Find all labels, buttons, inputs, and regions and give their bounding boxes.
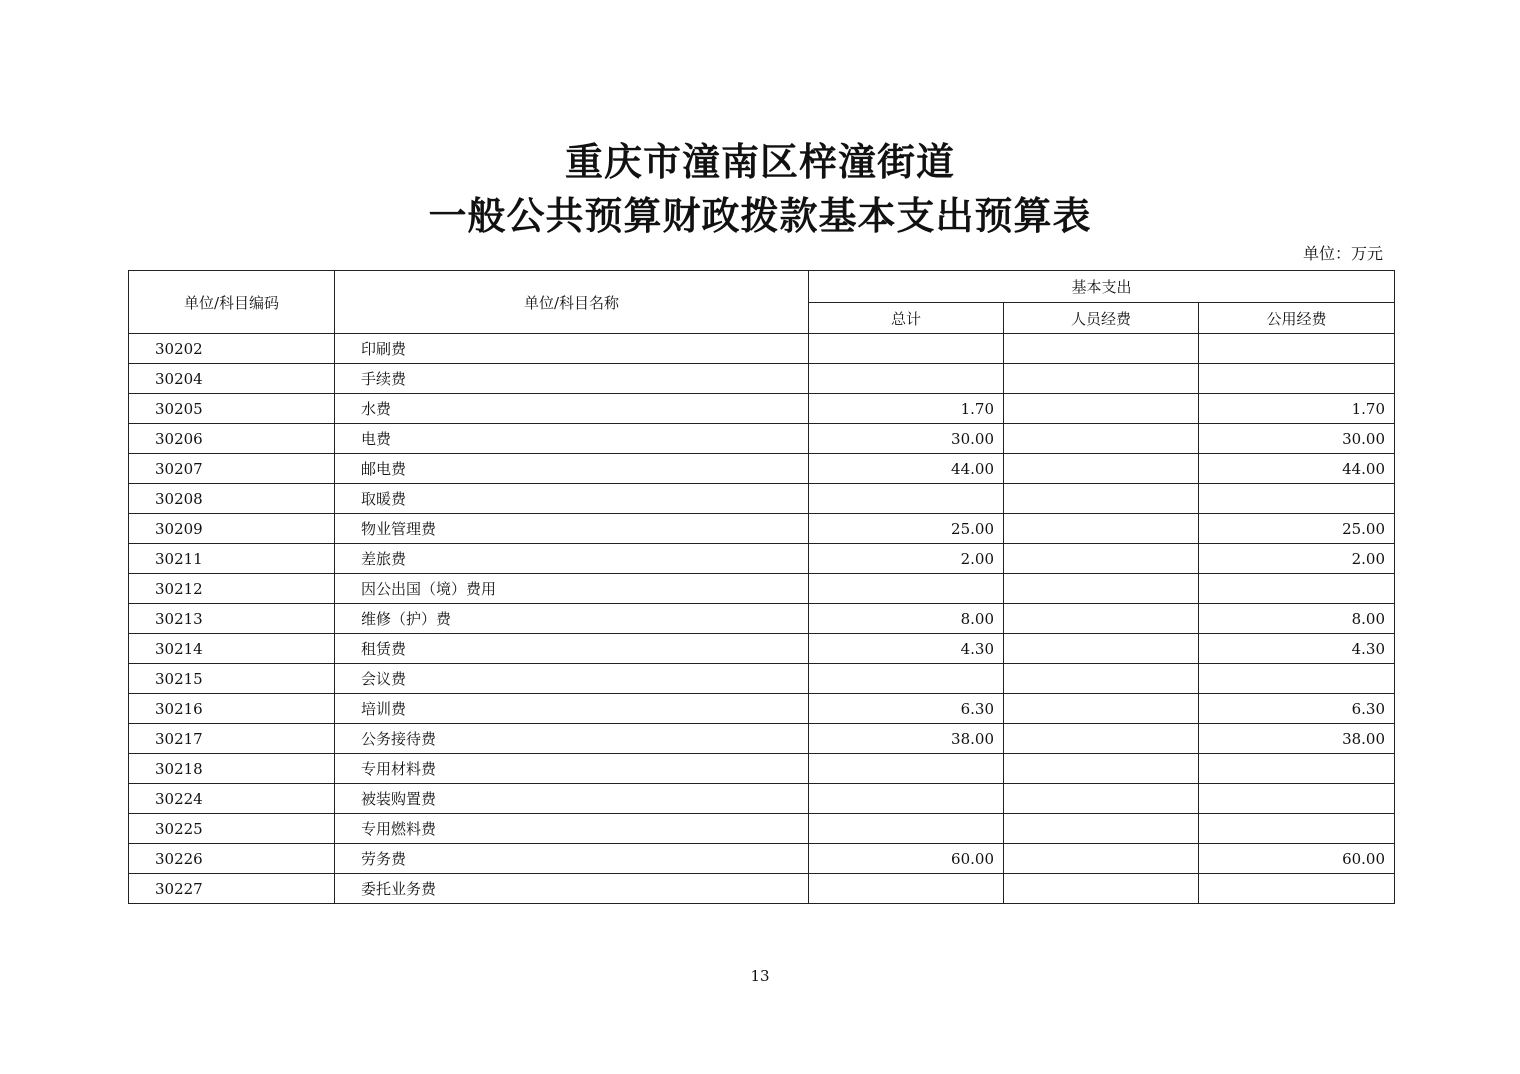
table-row — [129, 514, 1395, 544]
cell-personnel — [1004, 754, 1199, 784]
header-personnel: 人员经费 — [1004, 303, 1199, 334]
cell-public: 25.00 — [1199, 514, 1395, 544]
cell-total: 60.00 — [809, 844, 1004, 874]
cell-total: 2.00 — [809, 544, 1004, 574]
cell-total — [809, 574, 1004, 604]
cell-name: 手续费 — [335, 364, 809, 394]
cell-total — [809, 814, 1004, 844]
cell-code: 30215 — [129, 664, 335, 694]
cell-personnel — [1004, 454, 1199, 484]
table-row — [129, 574, 1395, 604]
cell-personnel — [1004, 604, 1199, 634]
table-row — [129, 484, 1395, 514]
unit-label: 单位：万元 — [1302, 244, 1383, 263]
table-row — [129, 814, 1395, 844]
cell-total — [809, 364, 1004, 394]
table-row — [129, 334, 1395, 364]
cell-name: 劳务费 — [335, 844, 809, 874]
cell-public — [1199, 364, 1395, 394]
cell-code: 30227 — [129, 874, 335, 904]
cell-personnel — [1004, 394, 1199, 424]
cell-total: 8.00 — [809, 604, 1004, 634]
cell-name: 邮电费 — [335, 454, 809, 484]
cell-total: 4.30 — [809, 634, 1004, 664]
cell-code: 30225 — [129, 814, 335, 844]
cell-name: 物业管理费 — [335, 514, 809, 544]
table-row — [129, 844, 1395, 874]
budget-table — [128, 270, 1395, 904]
cell-name: 专用材料费 — [335, 754, 809, 784]
table-row — [129, 604, 1395, 634]
cell-code: 30209 — [129, 514, 335, 544]
cell-public — [1199, 334, 1395, 364]
table-row — [129, 424, 1395, 454]
cell-public — [1199, 754, 1395, 784]
table-row — [129, 394, 1395, 424]
header-total: 总计 — [809, 303, 1004, 334]
cell-name: 差旅费 — [335, 544, 809, 574]
cell-public — [1199, 874, 1395, 904]
cell-name: 培训费 — [335, 694, 809, 724]
cell-personnel — [1004, 844, 1199, 874]
table-row — [129, 454, 1395, 484]
cell-code: 30202 — [129, 334, 335, 364]
cell-public: 60.00 — [1199, 844, 1395, 874]
cell-public — [1199, 574, 1395, 604]
cell-name: 印刷费 — [335, 334, 809, 364]
table-body — [129, 334, 1395, 904]
cell-name: 公务接待费 — [335, 724, 809, 754]
header-name: 单位/科目名称 — [335, 271, 809, 334]
cell-public: 38.00 — [1199, 724, 1395, 754]
cell-personnel — [1004, 874, 1199, 904]
cell-name: 租赁费 — [335, 634, 809, 664]
cell-code: 30218 — [129, 754, 335, 784]
cell-personnel — [1004, 544, 1199, 574]
document-title-line2: 一般公共预算财政拨款基本支出预算表 — [428, 193, 1092, 238]
cell-public — [1199, 784, 1395, 814]
cell-total — [809, 334, 1004, 364]
cell-code: 30205 — [129, 394, 335, 424]
header-public: 公用经费 — [1199, 303, 1395, 334]
cell-personnel — [1004, 634, 1199, 664]
cell-personnel — [1004, 664, 1199, 694]
cell-personnel — [1004, 724, 1199, 754]
cell-personnel — [1004, 484, 1199, 514]
cell-public: 1.70 — [1199, 394, 1395, 424]
cell-total — [809, 754, 1004, 784]
cell-code: 30204 — [129, 364, 335, 394]
cell-total — [809, 484, 1004, 514]
cell-total: 38.00 — [809, 724, 1004, 754]
table-row — [129, 664, 1395, 694]
table-row — [129, 874, 1395, 904]
table-row — [129, 364, 1395, 394]
cell-name: 因公出国（境）费用 — [335, 574, 809, 604]
cell-code: 30206 — [129, 424, 335, 454]
cell-code: 30211 — [129, 544, 335, 574]
cell-public: 30.00 — [1199, 424, 1395, 454]
cell-name: 会议费 — [335, 664, 809, 694]
cell-name: 被装购置费 — [335, 784, 809, 814]
cell-total: 25.00 — [809, 514, 1004, 544]
cell-personnel — [1004, 814, 1199, 844]
cell-total: 6.30 — [809, 694, 1004, 724]
cell-name: 维修（护）费 — [335, 604, 809, 634]
cell-code: 30214 — [129, 634, 335, 664]
cell-name: 水费 — [335, 394, 809, 424]
table-row — [129, 544, 1395, 574]
cell-code: 30217 — [129, 724, 335, 754]
cell-code: 30213 — [129, 604, 335, 634]
cell-total: 1.70 — [809, 394, 1004, 424]
cell-public: 2.00 — [1199, 544, 1395, 574]
cell-public: 8.00 — [1199, 604, 1395, 634]
cell-total — [809, 664, 1004, 694]
cell-name: 电费 — [335, 424, 809, 454]
cell-name: 委托业务费 — [335, 874, 809, 904]
header-code: 单位/科目编码 — [129, 271, 335, 334]
cell-name: 专用燃料费 — [335, 814, 809, 844]
cell-personnel — [1004, 334, 1199, 364]
cell-code: 30207 — [129, 454, 335, 484]
cell-name: 取暖费 — [335, 484, 809, 514]
header-basic-expenditure: 基本支出 — [809, 271, 1395, 303]
cell-personnel — [1004, 364, 1199, 394]
cell-public: 44.00 — [1199, 454, 1395, 484]
table-row — [129, 724, 1395, 754]
cell-public: 6.30 — [1199, 694, 1395, 724]
cell-public: 4.30 — [1199, 634, 1395, 664]
page-number: 13 — [750, 967, 770, 985]
cell-public — [1199, 814, 1395, 844]
cell-code: 30216 — [129, 694, 335, 724]
cell-total — [809, 874, 1004, 904]
cell-public — [1199, 484, 1395, 514]
cell-code: 30212 — [129, 574, 335, 604]
table-row — [129, 694, 1395, 724]
cell-total: 30.00 — [809, 424, 1004, 454]
cell-total — [809, 784, 1004, 814]
cell-code: 30226 — [129, 844, 335, 874]
cell-code: 30224 — [129, 784, 335, 814]
table-row — [129, 784, 1395, 814]
table-row — [129, 634, 1395, 664]
cell-total: 44.00 — [809, 454, 1004, 484]
cell-personnel — [1004, 694, 1199, 724]
cell-public — [1199, 664, 1395, 694]
cell-personnel — [1004, 424, 1199, 454]
cell-personnel — [1004, 574, 1199, 604]
document-title-line1: 重庆市潼南区梓潼街道 — [564, 139, 955, 184]
cell-code: 30208 — [129, 484, 335, 514]
cell-personnel — [1004, 514, 1199, 544]
cell-personnel — [1004, 784, 1199, 814]
table-row — [129, 754, 1395, 784]
